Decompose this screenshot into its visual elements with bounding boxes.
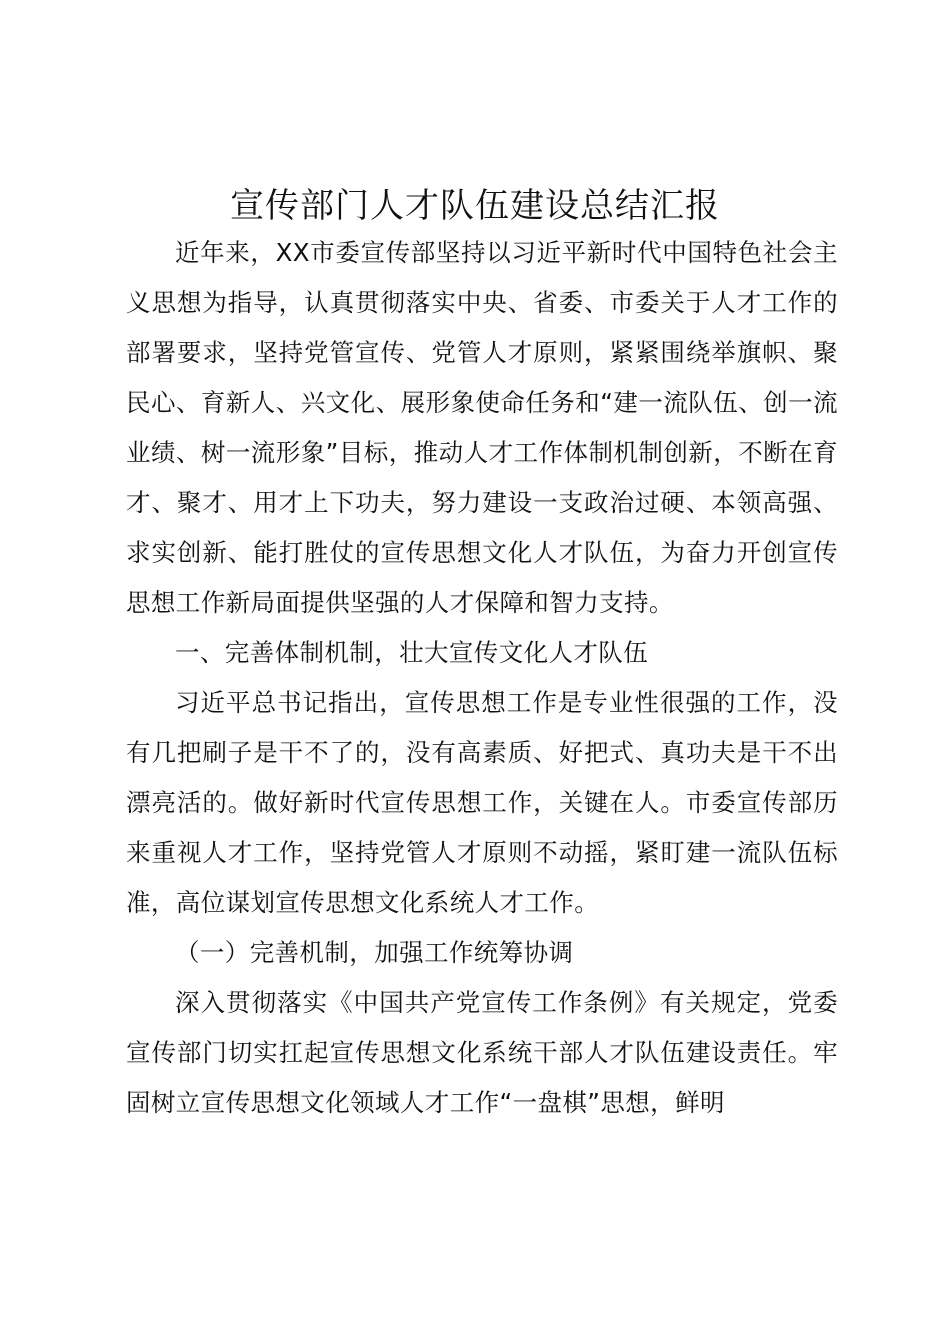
paragraph-intro: 近年来，XX市委宣传部坚持以习近平新时代中国特色社会主义思想为指导，认真贯彻落实中央、省委、市委关于人才工作的部署要求，坚持党管宣传、党管人才原则，紧紧围绕举旗帜、聚民心、育新人、兴文化、展形象使命任务和“建一流队伍、创一流业绩、树一流形象”目标，推动人才工作体制机制创新，不断在育才、聚才、用才上下功夫，努力建设一支政治过硬、本领高强、求实创新、能打胜仗的宣传思想文化人才队伍，为奋力开创宣传思想工作新局面提供坚强的人才保障和智力支持。 xyxy=(126,238,838,617)
section-heading-1: 一、完善体制机制，壮大宣传文化人才队伍 xyxy=(175,638,649,667)
document-body xyxy=(126,228,838,1128)
subsection-heading-1: （一）完善机制，加强工作统筹协调 xyxy=(175,938,574,967)
paragraph-section-1: 习近平总书记指出，宣传思想工作是专业性很强的工作，没有几把刷子是干不了的，没有高素质、好把式、真功夫是干不出漂亮活的。做好新时代宣传思想工作，关键在人。市委宣传部历来重视人才工作，坚持党管人才原则不动摇，紧盯建一流队伍标准，高位谋划宣传思想文化系统人才工作。 xyxy=(126,688,838,917)
document-title: 宣传部门人才队伍建设总结汇报 xyxy=(230,186,720,226)
paragraph-subsection-1: 深入贯彻落实《中国共产党宣传工作条例》有关规定，党委宣传部门切实扛起宣传思想文化系统干部人才队伍建设责任。牢固树立宣传思想文化领域人才工作“一盘棋”思想，鲜明 xyxy=(126,988,838,1117)
